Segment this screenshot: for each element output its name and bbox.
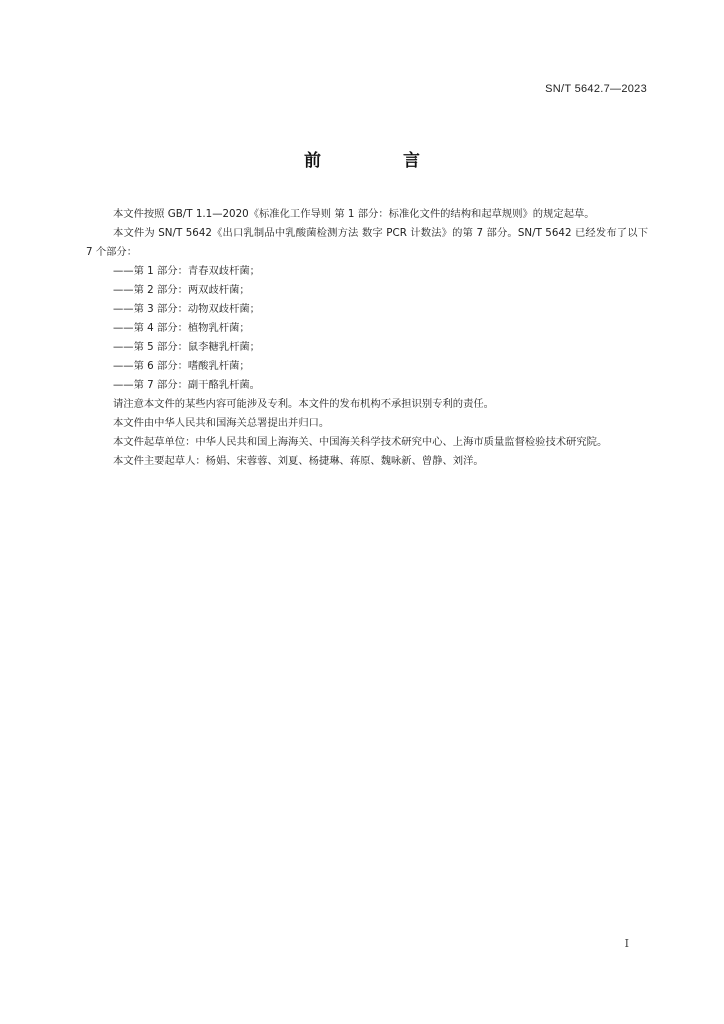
standard-number: SN/T 5642.7—2023: [545, 83, 647, 95]
part-list-item: ——第 5 部分：鼠李糖乳杆菌；: [113, 341, 260, 353]
paragraph-proposer: 本文件由中华人民共和国海关总署提出并归口。: [113, 417, 330, 429]
foreword-body: [86, 205, 648, 471]
paragraph-drafters: 本文件主要起草人：杨娟、宋蓉蓉、刘夏、杨捷琳、蒋原、魏咏新、曾静、刘洋。: [113, 455, 484, 467]
part-list-item: ——第 1 部分：青春双歧杆菌；: [113, 265, 260, 277]
part-list-item: ——第 6 部分：嗜酸乳杆菌；: [113, 360, 250, 372]
part-list-item: ——第 3 部分：动物双歧杆菌；: [113, 303, 260, 315]
paragraph-series-intro: 本文件为 SN/T 5642《出口乳制品中乳酸菌检测方法 数字 PCR 计数法》的第 7 部分。SN/T 5642 已经发布了以下 7 个部分：: [86, 227, 648, 258]
paragraph-drafting-rules: 本文件按照 GB/T 1.1—2020《标准化工作导则 第 1 部分：标准化文件的结构和起草规则》的规定起草。: [113, 208, 595, 220]
page-number: I: [624, 937, 629, 950]
part-list-item: ——第 2 部分：两双歧杆菌；: [113, 284, 250, 296]
part-list-item: ——第 7 部分：副干酪乳杆菌。: [113, 379, 260, 391]
paragraph-drafting-units: 本文件起草单位：中华人民共和国上海海关、中国海关科学技术研究中心、上海市质量监督检验技术研究院。: [113, 436, 608, 448]
page-title: 前 言: [304, 151, 458, 171]
part-list-item: ——第 4 部分：植物乳杆菌；: [113, 322, 250, 334]
paragraph-patent-notice: 请注意本文件的某些内容可能涉及专利。本文件的发布机构不承担识别专利的责任。: [113, 398, 494, 410]
